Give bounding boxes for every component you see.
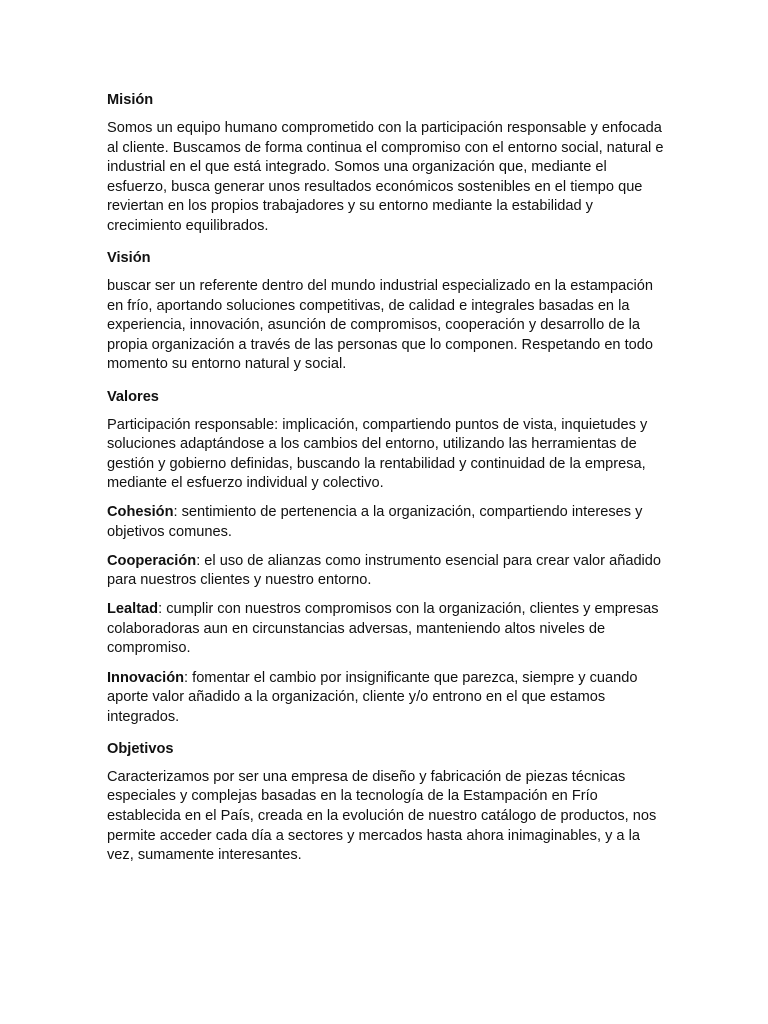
vision-section xyxy=(107,246,667,375)
valor-text: : cumplir con nuestros compromisos con la organización, clientes y empresas colaboradoras aun en circunstancias adversas, manteniendo altos niveles de compromiso. xyxy=(107,601,659,657)
valor-text: : el uso de alianzas como instrumento esencial para crear valor añadido para nuestros clientes y nuestro entorno. xyxy=(107,552,662,589)
valores-intro: Participación responsable: implicación, compartiendo puntos de vista, inquietudes y soluciones adaptándose a los cambios del entorno, utilizando las herramientas de gestión y gobierno definidas, buscando la rentabilidad y continuidad de la empresa, mediante el esfuerzo individual y colectivo. xyxy=(107,416,648,492)
valor-term: Cooperación xyxy=(107,552,197,569)
valor-item xyxy=(107,503,667,542)
valor-item xyxy=(107,552,667,591)
valor-item xyxy=(107,669,667,728)
valor-term: Lealtad xyxy=(107,601,159,618)
valores-heading: Valores xyxy=(107,388,159,405)
document-page xyxy=(107,88,667,875)
mision-text: Somos un equipo humano comprometido con la participación responsable y enfocada al cliente. Buscamos de forma continua el compromiso con el entorno social, natural e industrial en el que está integrado. Somos una organización que, mediante el esfuerzo, busca generar unos resultados económicos sostenibles en el tiempo que reviertan en los propios trabajadores y su entorno mediante la estabilidad y crecimiento equilibrados. xyxy=(107,120,664,234)
vision-text: buscar ser un referente dentro del mundo industrial especializado en la estampación en frío, aportando soluciones competitivas, de calidad e integrales basadas en la experiencia, innovación, asunción de compromisos, cooperación y desarrollo de la propia organización a través de las personas que lo componen. Respetando en todo momento su entorno natural y social. xyxy=(107,278,654,373)
valor-term: Cohesión xyxy=(107,503,174,520)
valor-item xyxy=(107,600,667,659)
objetivos-heading: Objetivos xyxy=(107,740,174,757)
valor-text: : fomentar el cambio por insignificante que parezca, siempre y cuando aporte valor añadido a la organización, cliente y/o entrono en el que estamos integrados. xyxy=(107,669,638,725)
mision-section xyxy=(107,88,667,237)
valor-term: Innovación xyxy=(107,669,185,686)
vision-heading: Visión xyxy=(107,250,151,267)
objetivos-section xyxy=(107,737,667,866)
objetivos-text: Caracterizamos por ser una empresa de diseño y fabricación de piezas técnicas especiales y complejas basadas en la tecnología de la Estampación en Frío establecida en el País, creada en la evolución de nuestro catálogo de productos, nos permite acceder cada día a sectores y mercados hasta ahora inimaginables, y a la vez, sumamente interesantes. xyxy=(107,768,657,864)
valor-text: : sentimiento de pertenencia a la organización, compartiendo intereses y objetivos comunes. xyxy=(107,503,643,540)
valores-section xyxy=(107,385,667,728)
mision-heading: Misión xyxy=(107,92,154,108)
